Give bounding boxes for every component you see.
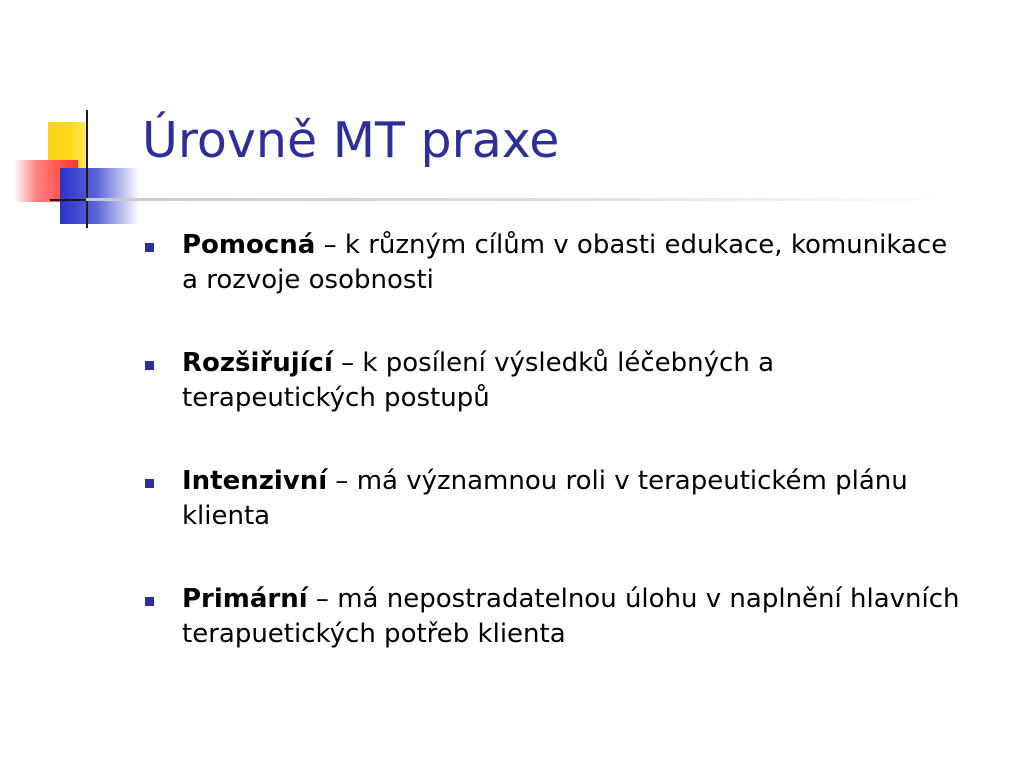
bullet-square-icon <box>145 479 154 488</box>
bullet-list <box>145 228 965 700</box>
bullet-item <box>145 582 965 652</box>
bullet-item <box>145 346 965 416</box>
bullet-square-icon <box>145 597 154 606</box>
slide-title: Úrovně MT praxe <box>142 112 560 169</box>
bullet-text: – má významnou roli v terapeutickém plánu klienta <box>182 466 908 531</box>
bullet-text: – k různým cílům v obasti edukace, komunikace a rozvoje osobnosti <box>182 230 948 295</box>
bullet-square-icon <box>145 243 154 252</box>
bullet-text: – má nepostradatelnou úlohu v naplnění hlavních terapuetických potřeb klienta <box>182 584 960 649</box>
decorative-logo <box>0 0 140 240</box>
bullet-term: Rozšiřující <box>182 348 333 378</box>
blue-square <box>60 168 140 224</box>
bullet-text: – k posílení výsledků léčebných a terapeutických postupů <box>182 348 775 413</box>
bullet-term: Primární <box>182 584 308 614</box>
bullet-term: Pomocná <box>182 230 316 260</box>
bullet-item <box>145 464 965 534</box>
vertical-line <box>86 110 88 228</box>
title-underline <box>86 198 966 201</box>
bullet-item <box>145 228 965 298</box>
bullet-square-icon <box>145 361 154 370</box>
bullet-term: Intenzivní <box>182 466 328 496</box>
